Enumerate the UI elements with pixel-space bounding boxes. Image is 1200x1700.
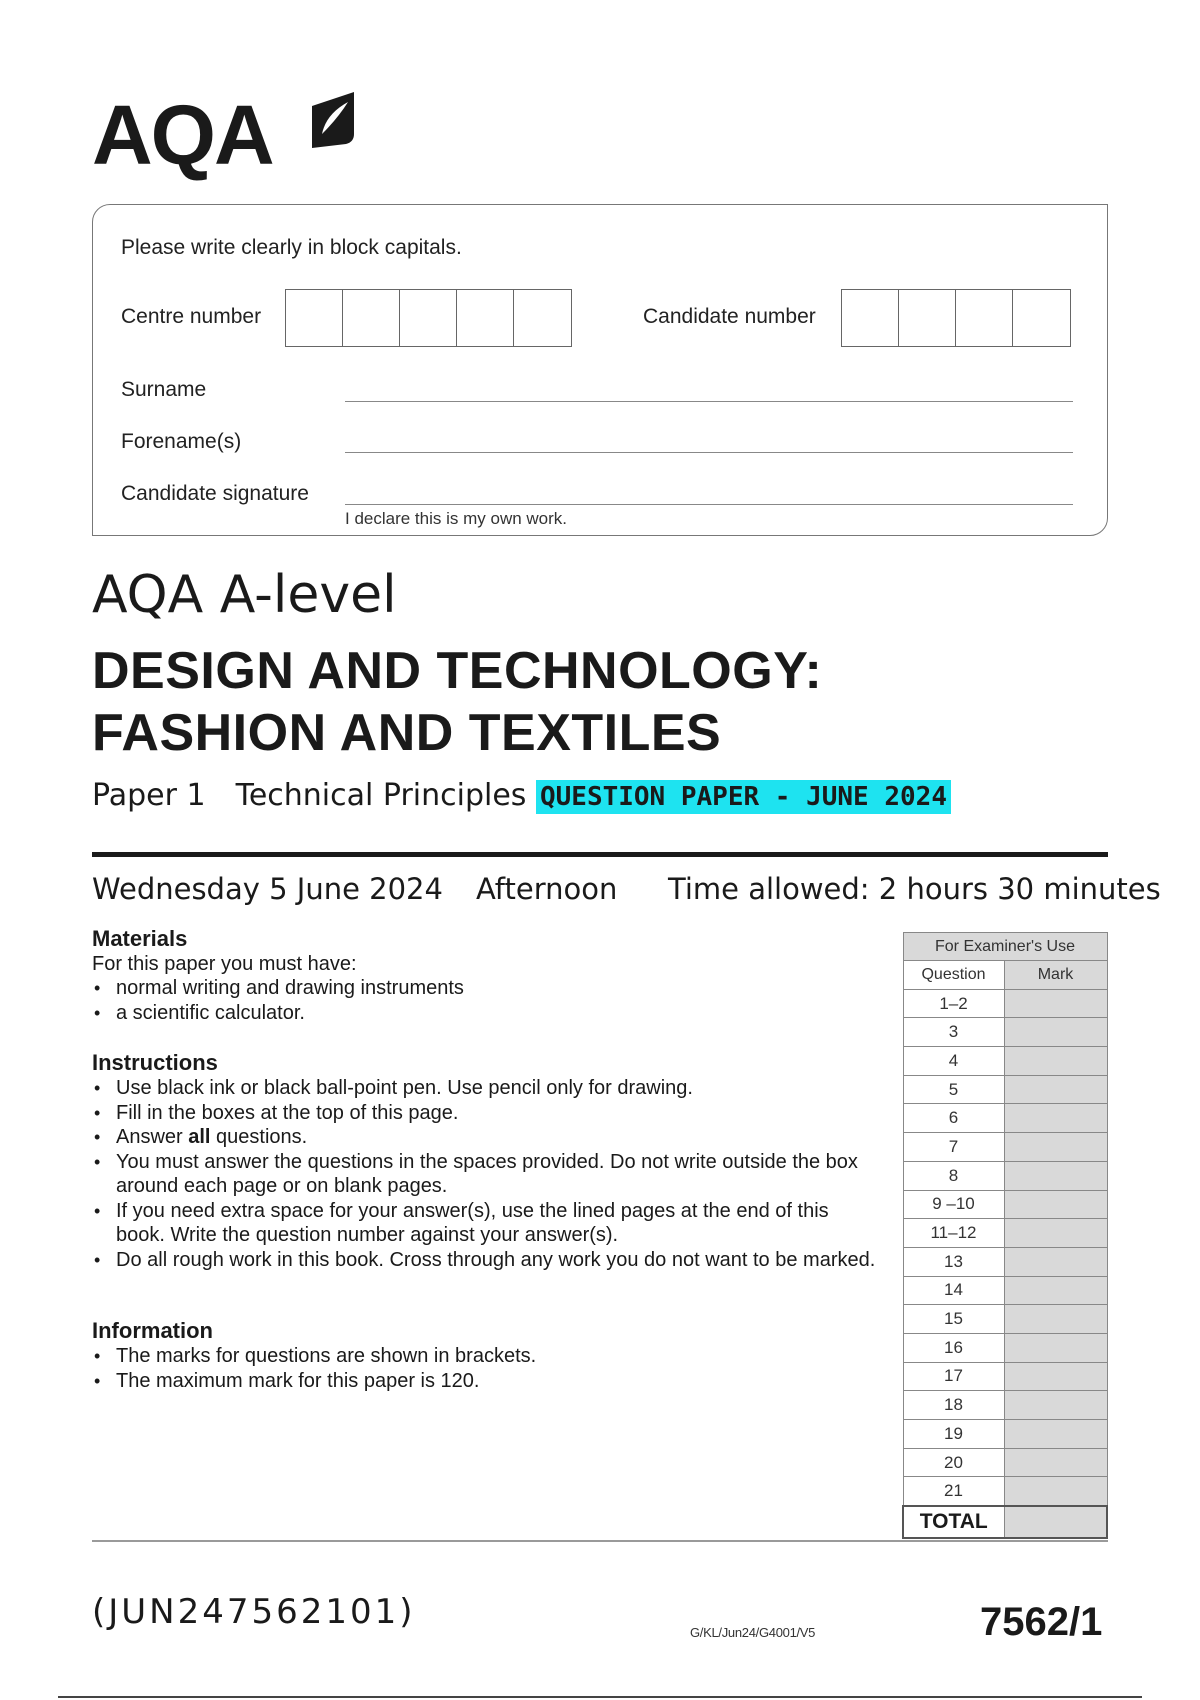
mark-cell	[1004, 1333, 1107, 1362]
centre-digit-box[interactable]	[514, 290, 571, 346]
total-mark-cell	[1004, 1506, 1107, 1538]
table-row	[903, 1391, 1107, 1420]
table-row	[903, 1161, 1107, 1190]
subject-line-1: DESIGN AND TECHNOLOGY:	[92, 642, 823, 700]
table-row	[903, 1047, 1107, 1076]
question-number-cell: 15	[903, 1305, 1004, 1334]
mark-cell	[1004, 1133, 1107, 1162]
header-divider	[92, 852, 1108, 857]
candidate-details-box	[92, 204, 1108, 536]
aqa-logo	[92, 88, 362, 183]
question-number-cell: 21	[903, 1477, 1004, 1506]
mark-cell	[1004, 1391, 1107, 1420]
materials-list	[92, 976, 882, 1025]
question-column-header: Question	[903, 961, 1004, 990]
candidate-digit-box[interactable]	[956, 290, 1013, 346]
table-row	[903, 1477, 1107, 1506]
forenames-label: Forename(s)	[121, 430, 242, 453]
table-row	[903, 1247, 1107, 1276]
examiners-use-table	[902, 932, 1108, 1539]
list-item: • The marks for questions are shown in brackets.	[92, 1344, 882, 1369]
surname-label: Surname	[121, 378, 207, 401]
candidate-digit-box[interactable]	[899, 290, 956, 346]
question-number-cell: 1–2	[903, 989, 1004, 1018]
page-bottom-rule	[58, 1696, 1142, 1698]
time-allowed: Time allowed: 2 hours 30 minutes	[668, 872, 1161, 906]
forenames-field[interactable]	[345, 452, 1073, 453]
mark-column-header: Mark	[1004, 961, 1107, 990]
footer-divider	[92, 1540, 1108, 1542]
mark-cell	[1004, 1161, 1107, 1190]
instructions-heading: Instructions	[92, 1050, 218, 1075]
list-item: • The maximum mark for this paper is 120.	[92, 1369, 882, 1394]
list-item	[92, 1125, 882, 1150]
centre-digit-box[interactable]	[343, 290, 400, 346]
question-number-cell: 17	[903, 1362, 1004, 1391]
answer-all-post: questions.	[210, 1126, 308, 1148]
instructions-list	[92, 1076, 882, 1272]
logo-text: AQA	[92, 88, 273, 182]
exam-date: Wednesday 5 June 2024	[92, 872, 443, 906]
reference-code: G/KL/Jun24/G4001/V5	[690, 1625, 816, 1640]
mark-cell	[1004, 1362, 1107, 1391]
question-number-cell: 14	[903, 1276, 1004, 1305]
mark-cell	[1004, 1104, 1107, 1133]
question-number-cell: 3	[903, 1018, 1004, 1047]
table-row	[903, 1305, 1107, 1334]
paper-number: Paper 1	[92, 778, 206, 813]
table-row	[903, 989, 1107, 1018]
list-item: • a scientific calculator.	[92, 1001, 882, 1026]
question-number-cell: 5	[903, 1075, 1004, 1104]
subject-title	[92, 640, 822, 764]
mark-cell	[1004, 989, 1107, 1018]
table-row	[903, 1018, 1107, 1047]
centre-digit-box[interactable]	[286, 290, 343, 346]
table-row	[903, 1448, 1107, 1477]
table-row	[903, 1333, 1107, 1362]
question-number-cell: 16	[903, 1333, 1004, 1362]
question-number-cell: 8	[903, 1161, 1004, 1190]
aqa-leaf-icon	[308, 92, 358, 148]
list-item: • Use black ink or black ball-point pen. Use pencil only for drawing.	[92, 1076, 882, 1101]
question-number-cell: 11–12	[903, 1219, 1004, 1248]
exam-session: Afternoon	[476, 872, 618, 906]
paper-line	[92, 778, 951, 813]
question-number-cell: 20	[903, 1448, 1004, 1477]
answer-all-bold: all	[188, 1126, 211, 1148]
mark-cell	[1004, 1247, 1107, 1276]
question-number-cell: 7	[903, 1133, 1004, 1162]
table-row	[903, 1104, 1107, 1133]
candidate-number-boxes[interactable]	[841, 289, 1071, 347]
table-row	[903, 1219, 1107, 1248]
mark-cell	[1004, 1190, 1107, 1219]
declaration-text: I declare this is my own work.	[345, 509, 568, 528]
centre-number-boxes[interactable]	[285, 289, 572, 347]
list-item: • If you need extra space for your answer(s), use the lined pages at the end of this book. Write the question number against your answer(s).	[92, 1199, 882, 1248]
question-paper-highlight: QUESTION PAPER - JUNE 2024	[536, 780, 951, 814]
information-list	[92, 1344, 882, 1393]
table-row	[903, 1133, 1107, 1162]
list-item: • normal writing and drawing instruments	[92, 976, 882, 1001]
centre-number-label: Centre number	[121, 305, 262, 328]
materials-heading: Materials	[92, 926, 188, 951]
answer-all-pre: Answer	[116, 1126, 189, 1148]
table-row	[903, 1362, 1107, 1391]
mark-cell	[1004, 1305, 1107, 1334]
question-number-cell: 19	[903, 1420, 1004, 1449]
question-number-cell: 18	[903, 1391, 1004, 1420]
examiners-use-title: For Examiner's Use	[903, 933, 1107, 961]
mark-cell	[1004, 1477, 1107, 1506]
mark-cell	[1004, 1047, 1107, 1076]
materials-intro: For this paper you must have:	[92, 953, 357, 975]
mark-cell	[1004, 1276, 1107, 1305]
centre-digit-box[interactable]	[400, 290, 457, 346]
qualification-level: AQA A-level	[92, 565, 397, 625]
mark-cell	[1004, 1420, 1107, 1449]
table-row	[903, 1420, 1107, 1449]
table-row	[903, 1190, 1107, 1219]
total-label: TOTAL	[903, 1506, 1004, 1538]
candidate-digit-box[interactable]	[842, 290, 899, 346]
list-item: • Do all rough work in this book. Cross through any work you do not want to be marked.	[92, 1248, 882, 1273]
list-item: • Fill in the boxes at the top of this page.	[92, 1101, 882, 1126]
mark-cell	[1004, 1448, 1107, 1477]
paper-code: 7562/1	[980, 1600, 1103, 1644]
candidate-number-label: Candidate number	[643, 305, 816, 328]
question-number-cell: 9 –10	[903, 1190, 1004, 1219]
barcode-text: (JUN247562101)	[92, 1592, 416, 1632]
candidate-digit-box[interactable]	[1013, 290, 1070, 346]
table-row	[903, 1075, 1107, 1104]
mark-cell	[1004, 1018, 1107, 1047]
information-heading: Information	[92, 1318, 213, 1343]
list-item: • You must answer the questions in the spaces provided. Do not write outside the box around each page or on blank pages.	[92, 1150, 882, 1199]
mark-cell	[1004, 1075, 1107, 1104]
signature-label: Candidate signature	[121, 482, 309, 505]
surname-field[interactable]	[345, 401, 1073, 402]
centre-digit-box[interactable]	[457, 290, 514, 346]
question-number-cell: 6	[903, 1104, 1004, 1133]
question-number-cell: 4	[903, 1047, 1004, 1076]
mark-cell	[1004, 1219, 1107, 1248]
subject-line-2: FASHION AND TEXTILES	[92, 704, 722, 762]
paper-title: Technical Principles	[235, 778, 527, 813]
table-row	[903, 1276, 1107, 1305]
question-number-cell: 13	[903, 1247, 1004, 1276]
block-capitals-instruction: Please write clearly in block capitals.	[121, 236, 462, 259]
signature-field[interactable]	[345, 504, 1073, 505]
